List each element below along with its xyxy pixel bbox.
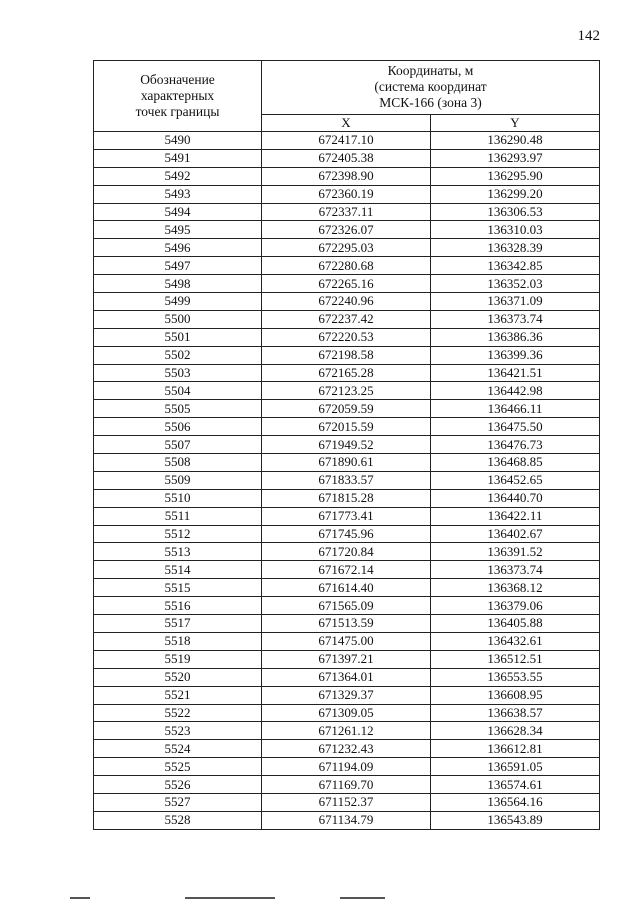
header-line: МСК-166 (зона 3) bbox=[379, 95, 482, 111]
point-cell: 5512 bbox=[94, 525, 262, 543]
x-cell: 671194.09 bbox=[262, 758, 431, 776]
table-row bbox=[94, 418, 600, 436]
x-cell: 672220.53 bbox=[262, 328, 431, 346]
table-row bbox=[94, 740, 600, 758]
x-cell: 671134.79 bbox=[262, 811, 431, 829]
x-cell: 672360.19 bbox=[262, 185, 431, 203]
table-row bbox=[94, 579, 600, 597]
point-cell: 5510 bbox=[94, 489, 262, 507]
point-cell: 5518 bbox=[94, 632, 262, 650]
point-cell: 5524 bbox=[94, 740, 262, 758]
x-column-header: X bbox=[262, 114, 431, 131]
table-row bbox=[94, 293, 600, 311]
table-row bbox=[94, 597, 600, 615]
y-cell: 136612.81 bbox=[431, 740, 600, 758]
x-cell: 671720.84 bbox=[262, 543, 431, 561]
x-cell: 671890.61 bbox=[262, 454, 431, 472]
point-cell: 5493 bbox=[94, 185, 262, 203]
table-row bbox=[94, 149, 600, 167]
point-cell: 5496 bbox=[94, 239, 262, 257]
y-cell: 136553.55 bbox=[431, 668, 600, 686]
y-cell: 136342.85 bbox=[431, 257, 600, 275]
table-row bbox=[94, 615, 600, 633]
table-row bbox=[94, 543, 600, 561]
y-cell: 136399.36 bbox=[431, 346, 600, 364]
table-row bbox=[94, 561, 600, 579]
y-cell: 136432.61 bbox=[431, 632, 600, 650]
point-cell: 5498 bbox=[94, 275, 262, 293]
y-cell: 136564.16 bbox=[431, 793, 600, 811]
x-cell: 672405.38 bbox=[262, 149, 431, 167]
table-row bbox=[94, 632, 600, 650]
x-cell: 671169.70 bbox=[262, 776, 431, 794]
y-cell: 136295.90 bbox=[431, 167, 600, 185]
x-cell: 671261.12 bbox=[262, 722, 431, 740]
y-cell: 136452.65 bbox=[431, 471, 600, 489]
point-cell: 5507 bbox=[94, 436, 262, 454]
x-cell: 672015.59 bbox=[262, 418, 431, 436]
scan-footer-marks bbox=[0, 889, 640, 905]
table-row bbox=[94, 525, 600, 543]
y-cell: 136379.06 bbox=[431, 597, 600, 615]
x-cell: 672417.10 bbox=[262, 132, 431, 150]
table-row bbox=[94, 722, 600, 740]
table-row bbox=[94, 489, 600, 507]
y-cell: 136638.57 bbox=[431, 704, 600, 722]
scan-mark bbox=[340, 897, 385, 899]
table-row bbox=[94, 471, 600, 489]
page-number: 142 bbox=[577, 28, 600, 44]
y-cell: 136371.09 bbox=[431, 293, 600, 311]
point-cell: 5508 bbox=[94, 454, 262, 472]
x-cell: 671364.01 bbox=[262, 668, 431, 686]
y-cell: 136422.11 bbox=[431, 507, 600, 525]
scan-mark bbox=[185, 897, 275, 899]
point-cell: 5521 bbox=[94, 686, 262, 704]
table-body bbox=[94, 132, 600, 830]
y-cell: 136306.53 bbox=[431, 203, 600, 221]
y-cell: 136391.52 bbox=[431, 543, 600, 561]
point-cell: 5499 bbox=[94, 293, 262, 311]
point-cell: 5505 bbox=[94, 400, 262, 418]
x-cell: 671833.57 bbox=[262, 471, 431, 489]
x-cell: 671397.21 bbox=[262, 650, 431, 668]
y-cell: 136628.34 bbox=[431, 722, 600, 740]
x-cell: 672198.58 bbox=[262, 346, 431, 364]
x-cell: 671949.52 bbox=[262, 436, 431, 454]
x-cell: 671672.14 bbox=[262, 561, 431, 579]
point-cell: 5511 bbox=[94, 507, 262, 525]
x-cell: 672398.90 bbox=[262, 167, 431, 185]
y-cell: 136405.88 bbox=[431, 615, 600, 633]
y-cell: 136466.11 bbox=[431, 400, 600, 418]
table-row bbox=[94, 400, 600, 418]
x-cell: 672295.03 bbox=[262, 239, 431, 257]
table-row bbox=[94, 811, 600, 829]
x-cell: 671513.59 bbox=[262, 615, 431, 633]
header-line: Обозначение bbox=[140, 72, 215, 87]
point-cell: 5515 bbox=[94, 579, 262, 597]
x-cell: 672280.68 bbox=[262, 257, 431, 275]
point-cell: 5497 bbox=[94, 257, 262, 275]
y-cell: 136421.51 bbox=[431, 364, 600, 382]
table-row bbox=[94, 668, 600, 686]
header-line: характерных bbox=[140, 88, 215, 103]
point-cell: 5520 bbox=[94, 668, 262, 686]
point-cell: 5491 bbox=[94, 149, 262, 167]
y-cell: 136328.39 bbox=[431, 239, 600, 257]
x-cell: 672326.07 bbox=[262, 221, 431, 239]
header-line: (система координат bbox=[374, 79, 487, 95]
point-cell: 5525 bbox=[94, 758, 262, 776]
y-cell: 136290.48 bbox=[431, 132, 600, 150]
point-cell: 5514 bbox=[94, 561, 262, 579]
point-cell: 5506 bbox=[94, 418, 262, 436]
table-row bbox=[94, 310, 600, 328]
point-designation-header bbox=[94, 61, 262, 132]
y-cell: 136373.74 bbox=[431, 561, 600, 579]
y-cell: 136310.03 bbox=[431, 221, 600, 239]
y-cell: 136468.85 bbox=[431, 454, 600, 472]
y-cell: 136512.51 bbox=[431, 650, 600, 668]
point-cell: 5523 bbox=[94, 722, 262, 740]
table-row bbox=[94, 686, 600, 704]
point-cell: 5494 bbox=[94, 203, 262, 221]
header-line: точек границы bbox=[135, 104, 220, 119]
table-row bbox=[94, 167, 600, 185]
y-cell: 136402.67 bbox=[431, 525, 600, 543]
point-cell: 5495 bbox=[94, 221, 262, 239]
point-cell: 5517 bbox=[94, 615, 262, 633]
y-column-header: Y bbox=[431, 114, 600, 131]
table-row bbox=[94, 776, 600, 794]
point-cell: 5526 bbox=[94, 776, 262, 794]
table-row bbox=[94, 328, 600, 346]
point-cell: 5500 bbox=[94, 310, 262, 328]
y-cell: 136475.50 bbox=[431, 418, 600, 436]
x-cell: 671745.96 bbox=[262, 525, 431, 543]
y-cell: 136299.20 bbox=[431, 185, 600, 203]
x-cell: 671815.28 bbox=[262, 489, 431, 507]
table-row bbox=[94, 185, 600, 203]
table-row bbox=[94, 758, 600, 776]
x-cell: 672123.25 bbox=[262, 382, 431, 400]
table-row bbox=[94, 239, 600, 257]
y-cell: 136608.95 bbox=[431, 686, 600, 704]
point-cell: 5519 bbox=[94, 650, 262, 668]
table-row bbox=[94, 793, 600, 811]
x-cell: 671232.43 bbox=[262, 740, 431, 758]
table-row bbox=[94, 221, 600, 239]
y-cell: 136386.36 bbox=[431, 328, 600, 346]
coordinates-header bbox=[262, 61, 600, 115]
point-cell: 5501 bbox=[94, 328, 262, 346]
table-row bbox=[94, 650, 600, 668]
header-line: Координаты, м bbox=[387, 63, 474, 79]
x-cell: 671773.41 bbox=[262, 507, 431, 525]
point-cell: 5509 bbox=[94, 471, 262, 489]
y-cell: 136352.03 bbox=[431, 275, 600, 293]
table-row bbox=[94, 257, 600, 275]
y-cell: 136574.61 bbox=[431, 776, 600, 794]
y-cell: 136368.12 bbox=[431, 579, 600, 597]
point-cell: 5503 bbox=[94, 364, 262, 382]
table-row bbox=[94, 346, 600, 364]
x-cell: 672237.42 bbox=[262, 310, 431, 328]
x-cell: 671329.37 bbox=[262, 686, 431, 704]
point-cell: 5522 bbox=[94, 704, 262, 722]
point-cell: 5527 bbox=[94, 793, 262, 811]
x-cell: 672337.11 bbox=[262, 203, 431, 221]
point-cell: 5513 bbox=[94, 543, 262, 561]
table-row bbox=[94, 704, 600, 722]
y-cell: 136373.74 bbox=[431, 310, 600, 328]
x-cell: 671309.05 bbox=[262, 704, 431, 722]
x-cell: 671152.37 bbox=[262, 793, 431, 811]
table-row bbox=[94, 454, 600, 472]
y-cell: 136476.73 bbox=[431, 436, 600, 454]
point-cell: 5492 bbox=[94, 167, 262, 185]
point-cell: 5528 bbox=[94, 811, 262, 829]
point-cell: 5502 bbox=[94, 346, 262, 364]
coordinates-table bbox=[93, 60, 600, 830]
table-row bbox=[94, 382, 600, 400]
y-cell: 136440.70 bbox=[431, 489, 600, 507]
table-row bbox=[94, 364, 600, 382]
point-cell: 5504 bbox=[94, 382, 262, 400]
point-cell: 5516 bbox=[94, 597, 262, 615]
x-cell: 671475.00 bbox=[262, 632, 431, 650]
table-row bbox=[94, 507, 600, 525]
x-cell: 672165.28 bbox=[262, 364, 431, 382]
x-cell: 672265.16 bbox=[262, 275, 431, 293]
x-cell: 672059.59 bbox=[262, 400, 431, 418]
y-cell: 136442.98 bbox=[431, 382, 600, 400]
scan-mark bbox=[70, 897, 90, 899]
x-cell: 672240.96 bbox=[262, 293, 431, 311]
table-row bbox=[94, 436, 600, 454]
table-row bbox=[94, 203, 600, 221]
x-cell: 671565.09 bbox=[262, 597, 431, 615]
y-cell: 136591.05 bbox=[431, 758, 600, 776]
y-cell: 136543.89 bbox=[431, 811, 600, 829]
y-cell: 136293.97 bbox=[431, 149, 600, 167]
point-cell: 5490 bbox=[94, 132, 262, 150]
table-row bbox=[94, 275, 600, 293]
table-row bbox=[94, 132, 600, 150]
x-cell: 671614.40 bbox=[262, 579, 431, 597]
